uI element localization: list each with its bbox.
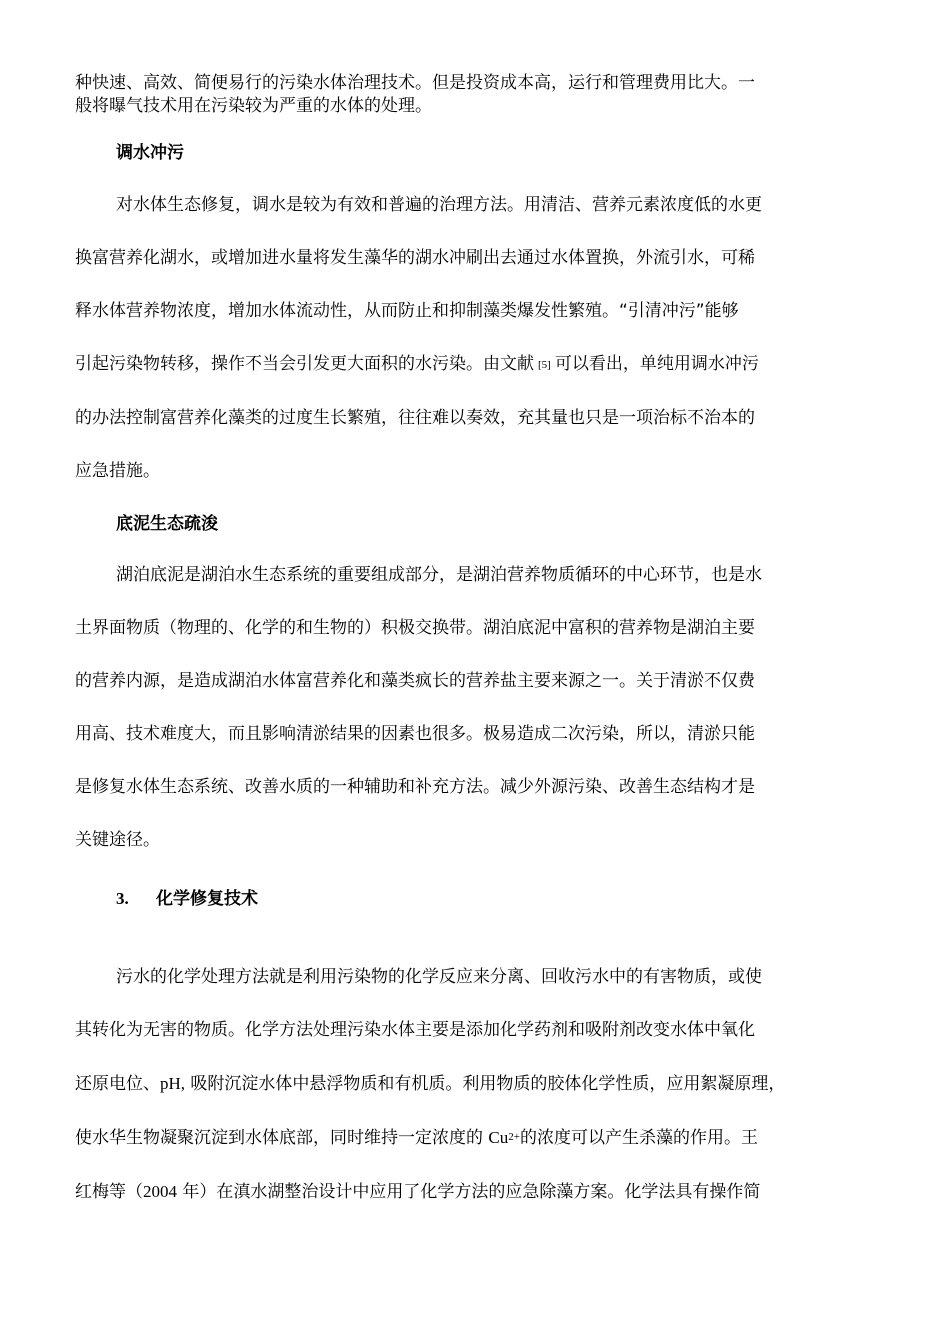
chemical-line-5 (75, 1165, 785, 1219)
copper-charge: 2+ (508, 1131, 520, 1143)
copper-symbol: Cu (488, 1128, 509, 1147)
chemical-line-3 (75, 1057, 785, 1111)
chemical-line-3-text-b: 吸附沉淀水体中悬浮物质和有机质。利用物质的胶体化学性质，应用絮凝原理， (185, 1074, 786, 1094)
chemical-line-3-text-a: 还原电位、 (75, 1074, 160, 1094)
year-value: 2004 (143, 1182, 177, 1201)
dredging-line-2: 土界面物质（物理的、化学的和生物的）积极交换带。湖泊底泥中富积的营养物是湖泊主要 (75, 618, 755, 638)
dredging-line-4: 用高、技术难度大，而且影响清淤结果的因素也很多。极易造成二次污染，所以，清淤只能 (75, 724, 755, 744)
flushing-line-4 (75, 338, 762, 392)
heading-chemical (116, 887, 258, 911)
dredging-line-1: 湖泊底泥是湖泊水生态系统的重要组成部分，是湖泊营养物质循环的中心环节，也是水 (116, 565, 762, 585)
chemical-line-2: 其转化为无害的物质。化学方法处理污染水体主要是添加化学药剂和吸附剂改变水体中氧化 (75, 1020, 755, 1040)
citation-ref: [5] (538, 359, 551, 371)
dredging-line-3: 的营养内源，是造成湖泊水体富营养化和藻类疯长的营养盐主要来源之一。关于清淤不仅费 (75, 671, 755, 691)
flushing-paragraph (75, 179, 762, 498)
flushing-line-6: 应急措施。 (75, 461, 160, 481)
flushing-line-5: 的办法控制富营养化藻类的过度生长繁殖，往往难以奏效，充其量也只是一项治标不治本的 (75, 408, 755, 428)
flushing-line-1: 对水体生态修复，调水是较为有效和普遍的治理方法。用清洁、营养元素浓度低的水更 (116, 195, 762, 215)
flushing-line-3: 释水体营养物浓度，增加水体流动性，从而防止和抑制藻类爆发性繁殖。“引清冲污”能够 (75, 301, 739, 321)
chemical-line-4-text-a: 使水华生物凝聚沉淀到水体底部，同时维持一定浓度的 (75, 1128, 489, 1148)
flushing-line-2: 换富营养化湖水，或增加进水量将发生藻华的湖水冲刷出去通过水体置换，外流引水，可稀 (75, 248, 755, 268)
chemical-line-1: 污水的化学处理方法就是利用污染物的化学反应来分离、回收污水中的有害物质，或使 (116, 967, 762, 987)
dredging-line-6: 关键途径。 (75, 830, 160, 850)
chemical-line-4 (75, 1111, 785, 1165)
dredging-paragraph (75, 549, 762, 867)
heading-flushing: 调水冲污 (116, 143, 184, 163)
chemical-paragraph (75, 951, 785, 1219)
section-title: 化学修复技术 (156, 889, 258, 909)
chemical-line-5-text-a: 红梅等（ (75, 1182, 143, 1202)
flushing-line-4-text-b: 可以看出，单纯用调水冲污 (554, 354, 759, 374)
section-number: 3. (116, 889, 129, 908)
chemical-line-4-text-b: 的浓度可以产生杀藻的作用。王 (519, 1128, 758, 1148)
intro-line-1: 种快速、高效、简便易行的污染水体治理技术。但是投资成本高，运行和管理费用比大。一 (75, 73, 755, 93)
dredging-line-5: 是修复水体生态系统、改善水质的一种辅助和补充方法。减少外源污染、改善生态结构才是 (75, 777, 755, 797)
intro-line-2: 般将曝气技术用在污染较为严重的水体的处理。 (75, 96, 432, 116)
flushing-line-4-text-a: 引起污染物转移，操作不当会引发更大面积的水污染。由文献 (75, 354, 534, 374)
chemical-line-5-text-b: 年）在滇水湖整治设计中应用了化学方法的应急除藻方案。化学法具有操作简 (177, 1182, 761, 1202)
heading-dredging: 底泥生态疏浚 (116, 514, 218, 534)
ph-term: pH, (160, 1074, 186, 1093)
intro-paragraph (75, 72, 755, 118)
